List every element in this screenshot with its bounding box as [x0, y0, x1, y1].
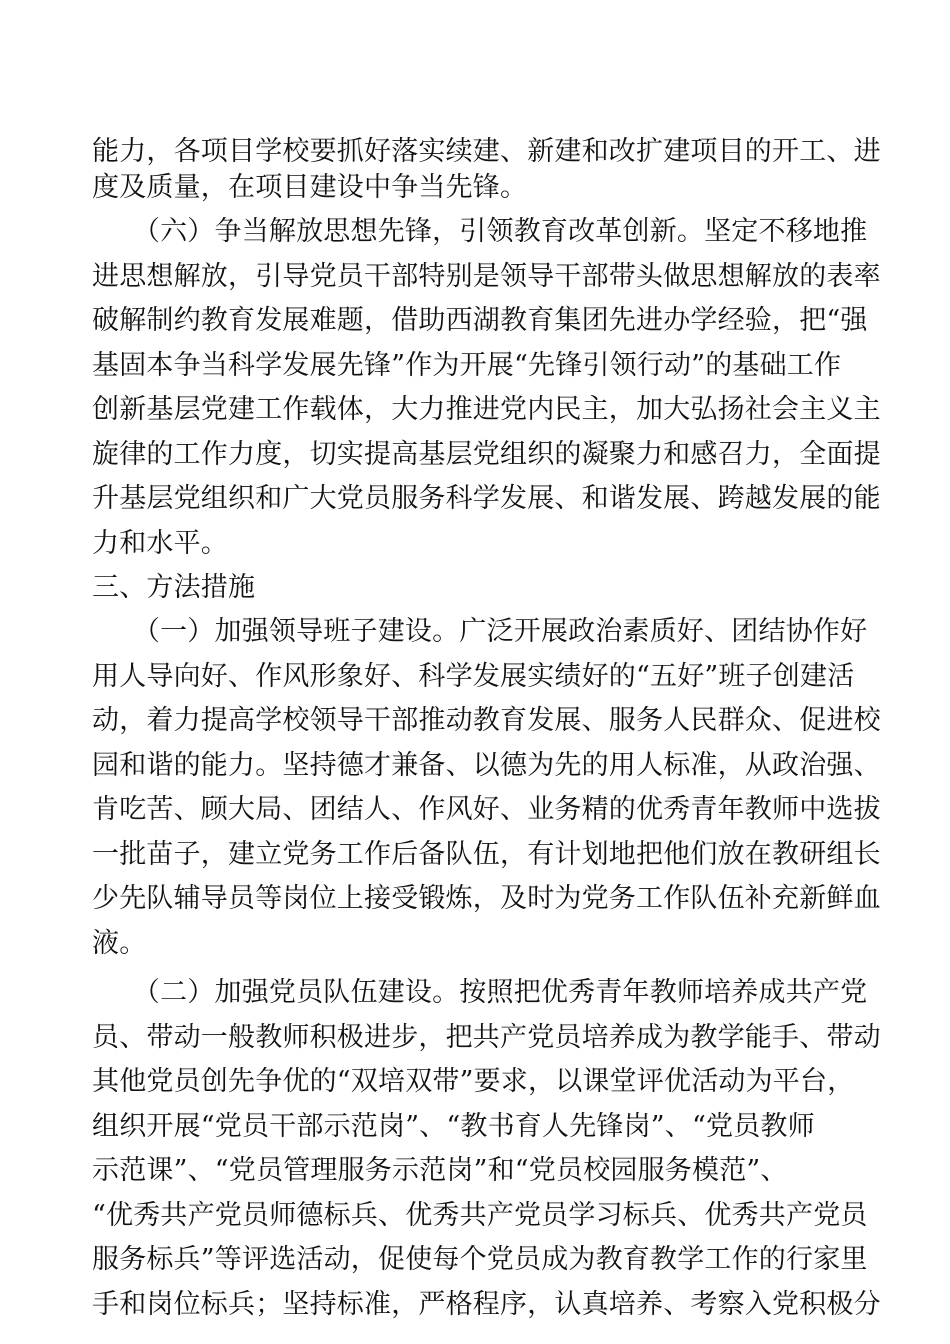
text-line: “优秀共产党员师德标兵、优秀共产党员学习标兵、优秀共产党员 — [92, 1200, 868, 1231]
text-line: 示范课”、“党员管理服务示范岗”和“党员校园服务模范”、 — [92, 1155, 788, 1186]
paragraph-first-line: （六）争当解放思想先锋，引领教育改革创新。坚定不移地推 — [92, 216, 868, 247]
text-line: 一批苗子，建立党务工作后备队伍，有计划地把他们放在教研组长 — [92, 839, 881, 870]
text-line: 园和谐的能力。坚持德才兼备、以德为先的用人标准，从政治强、 — [92, 750, 881, 781]
text-line: 组织开展“党员干部示范岗”、“教书育人先锋岗”、“党员教师 — [92, 1111, 815, 1142]
text-line: 升基层党组织和广大党员服务科学发展、和谐发展、跨越发展的能 — [92, 483, 881, 514]
paragraph-first-line: （一）加强领导班子建设。广泛开展政治素质好、团结协作好 — [92, 616, 868, 647]
text-line: 进思想解放，引导党员干部特别是领导干部带头做思想解放的表率 — [92, 261, 881, 292]
text-line: 破解制约教育发展难题，借助西湖教育集团先进办学经验，把“强 — [92, 305, 868, 336]
text-line: 手和岗位标兵；坚持标准，严格程序，认真培养、考察入党积极分 — [92, 1289, 881, 1320]
text-line: 肯吃苦、顾大局、团结人、作风好、业务精的优秀青年教师中选拔 — [92, 794, 881, 825]
text-line: 少先队辅导员等岗位上接受锻炼，及时为党务工作队伍补充新鲜血 — [92, 883, 881, 914]
text-line: 力和水平。 — [92, 528, 228, 559]
text-line: 服务标兵”等评选活动，促使每个党员成为教育教学工作的行家里 — [92, 1244, 868, 1275]
text-line: 员、带动一般教师积极进步，把共产党员培养成为教学能手、带动 — [92, 1022, 881, 1053]
text-line: 液。 — [92, 928, 147, 959]
section-heading: 三、方法措施 — [92, 572, 256, 603]
text-line: 度及质量，在项目建设中争当先锋。 — [92, 172, 528, 203]
text-line: 旋律的工作力度，切实提高基层党组织的凝聚力和感召力，全面提 — [92, 439, 881, 470]
text-line: 基固本争当科学发展先锋”作为开展“先锋引领行动”的基础工作 — [92, 350, 842, 381]
text-line: 用人导向好、作风形象好、科学发展实绩好的“五好”班子创建活 — [92, 661, 855, 692]
text-line: 动，着力提高学校领导干部推动教育发展、服务人民群众、促进校 — [92, 705, 881, 736]
text-line: 能力，各项目学校要抓好落实续建、新建和改扩建项目的开工、进 — [92, 136, 881, 167]
text-line: 创新基层党建工作载体，大力推进党内民主，加大弘扬社会主义主 — [92, 394, 881, 425]
paragraph-first-line: （二）加强党员队伍建设。按照把优秀青年教师培养成共产党 — [92, 977, 868, 1008]
text-line: 其他党员创先争优的“双培双带”要求，以课堂评优活动为平台， — [92, 1066, 855, 1097]
